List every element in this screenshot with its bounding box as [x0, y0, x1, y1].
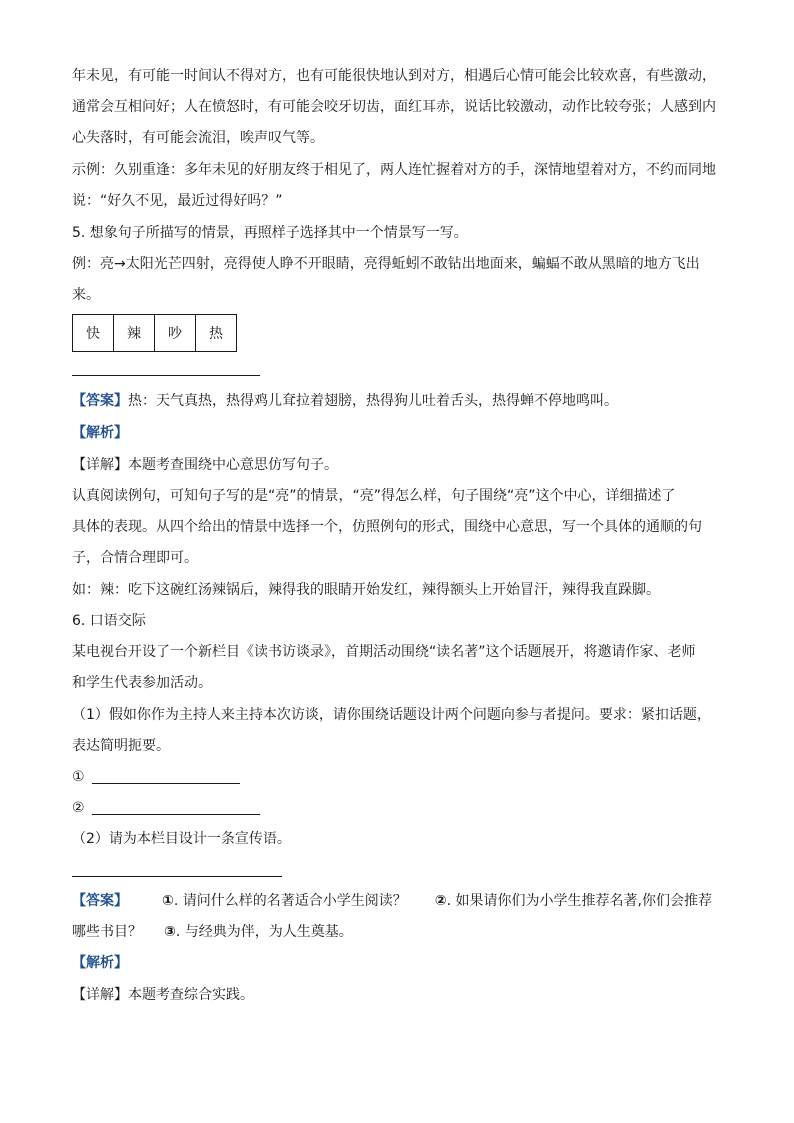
text-line: 心失落时，有可能会流泪，唉声叹气等。	[72, 130, 324, 146]
detail-body-line: 认真阅读例句，可知句子写的是“亮”的情景，“亮”得怎么样，句子围绕“亮”这个中心，详细描述了	[72, 488, 676, 504]
answer-text: 热：天气真热，热得鸡儿耷拉着翅膀，热得狗儿吐着舌头，热得蝉不停地鸣叫。	[128, 393, 618, 409]
detail-text: 本题考查围绕中心意思仿写句子。	[128, 457, 338, 473]
question-6-title: 6. 口语交际	[72, 613, 146, 629]
word-grid	[72, 314, 237, 352]
answer-item-2-cont: 哪些书目？	[72, 924, 142, 940]
detail-body-line: 如：辣：吃下这碗红汤辣锅后，辣得我的眼睛开始发红，辣得额头上开始冒汗，辣得我直跺脚。	[72, 582, 660, 598]
answer-blank-line	[72, 876, 282, 877]
grid-cell: 吵	[155, 315, 196, 352]
example-line: 例：亮→太阳光芒四射，亮得使人睁不开眼睛，亮得蚯蚓不敢钻出地面来，蝙蝠不敢从黑暗的地方飞出	[72, 256, 700, 272]
answer-row	[72, 391, 618, 411]
answer-item-1: . 请问什么样的名著适合小学生阅读？	[173, 893, 407, 909]
question-5-title: 5. 想象句子所描写的情景，再照样子选择其中一个情景写一写。	[72, 225, 468, 241]
answer-marker-2: ②	[434, 893, 447, 909]
answer-row	[72, 922, 353, 942]
answer-row	[72, 891, 712, 911]
text-line: 通常会互相问好；人在愤怒时，有可能会咬牙切齿，面红耳赤，说话比较激动，动作比较夸张；人感到内	[72, 99, 716, 115]
grid-cell: 辣	[114, 315, 155, 352]
text-line: 和学生代表参加活动。	[72, 675, 212, 691]
text-line: （2）请为本栏目设计一条宣传语。	[72, 831, 291, 847]
text-line: 示例：久别重逢：多年未见的好朋友终于相见了，两人连忙握着对方的手，深情地望着对方，不约而同地	[72, 162, 716, 178]
blank-2-marker: ②	[72, 800, 85, 816]
detail-text: 本题考查综合实践。	[128, 987, 254, 1003]
text-line: （1）假如你作为主持人来主持本次访谈，请你围绕话题设计两个问题向参与者提问。要求：紧扣话题，	[72, 707, 711, 723]
answer-tag: 【答案】	[72, 893, 128, 909]
detail-body-line: 具体的表现。从四个给出的情景中选择一个，仿照例句的形式，围绕中心意思，写一个具体的通顺的句	[72, 519, 702, 535]
text-line: 表达简明扼要。	[72, 738, 170, 754]
answer-marker-1: ①	[162, 893, 174, 909]
detail-row	[72, 985, 254, 1005]
detail-row	[72, 455, 338, 475]
text-line: 年未见，有可能一时间认不得对方，也有可能很快地认到对方，相遇后心情可能会比较欢喜，有些激动，	[72, 68, 716, 84]
blank-2-line	[92, 814, 260, 815]
blank-1-line	[92, 783, 240, 784]
answer-tag: 【答案】	[72, 393, 128, 409]
analysis-tag: 【解析】	[72, 425, 128, 441]
analysis-tag: 【解析】	[72, 955, 128, 971]
answer-item-2: . 如果请你们为小学生推荐名著,你们会推荐	[446, 893, 712, 909]
example-line: 来。	[72, 287, 100, 303]
detail-tag: 【详解】	[72, 987, 128, 1003]
blank-1-marker: ①	[72, 769, 85, 785]
grid-cell: 快	[73, 315, 114, 352]
detail-tag: 【详解】	[72, 457, 128, 473]
answer-item-3: . 与经典为伴，为人生奠基。	[175, 924, 353, 940]
grid-cell: 热	[196, 315, 237, 352]
detail-body-line: 子，合情合理即可。	[72, 550, 198, 566]
answer-marker-3: ③	[164, 924, 176, 940]
answer-blank-line	[72, 375, 260, 376]
text-line: 说：“好久不见，最近过得好吗？”	[72, 193, 283, 209]
text-line: 某电视台开设了一个新栏目《读书访谈录》，首期活动围绕“读名著”这个话题展开，将邀请作家、老师	[72, 644, 696, 660]
